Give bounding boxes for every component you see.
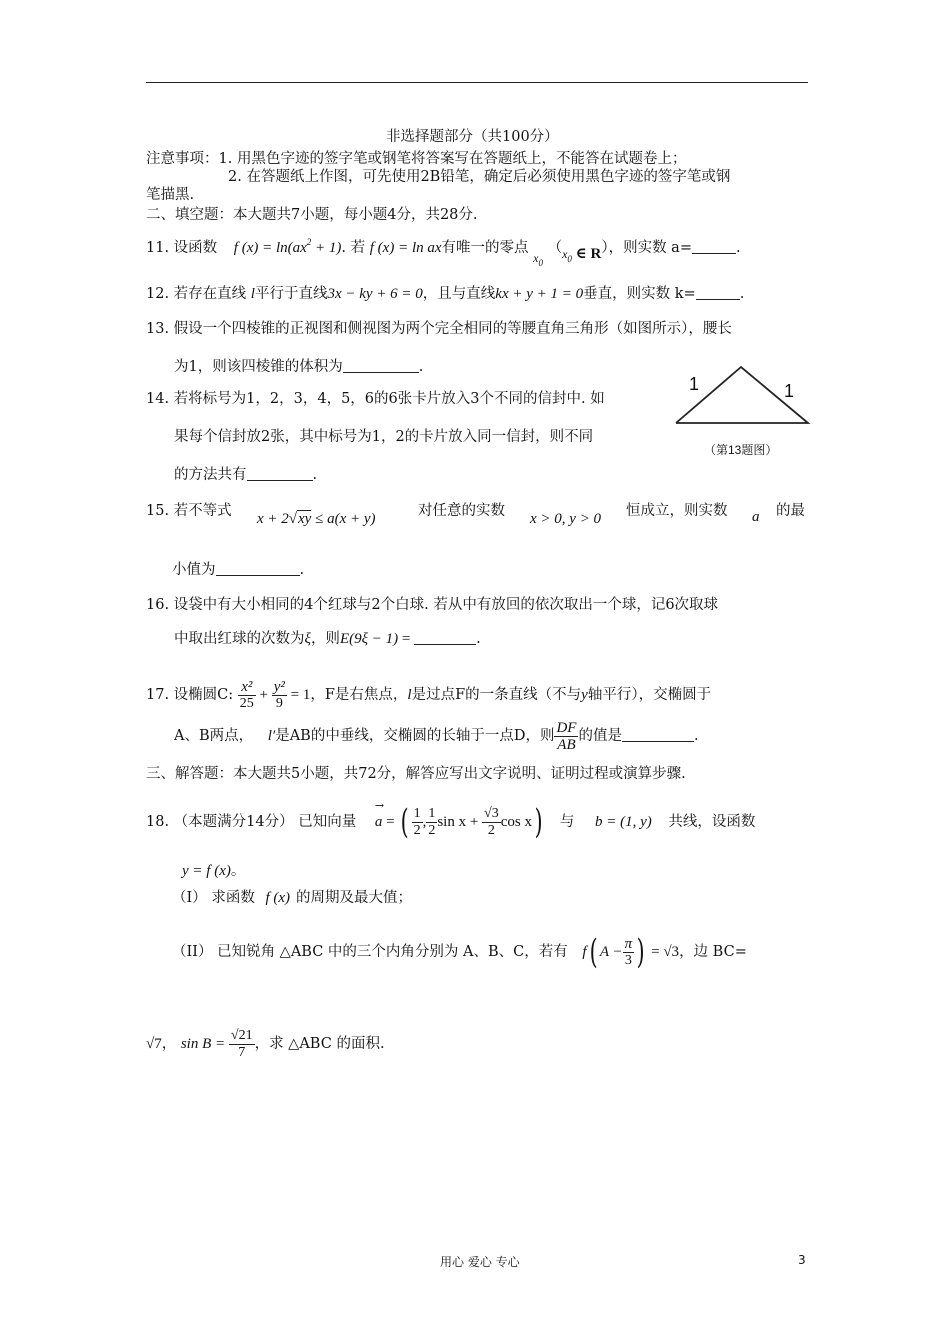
q18-part1-f: f (x) xyxy=(265,890,291,906)
q17-t3: 是过点F的一条直线（不与 xyxy=(411,687,582,703)
q17-line-1 xyxy=(146,675,711,715)
q18-vec-a: a xyxy=(374,814,383,830)
q17-frac-df-ab xyxy=(554,720,578,753)
q17-l: l xyxy=(407,687,412,703)
q18-vector-a xyxy=(375,800,383,844)
q17-fd: AB xyxy=(557,736,576,753)
q18-sb-d: 7 xyxy=(238,1044,246,1060)
q16-end: . xyxy=(476,631,481,647)
q12-eq2: kx + y + 1 = 0 xyxy=(495,286,584,302)
q13-end: . xyxy=(418,359,424,375)
q17-eq1: = 1 xyxy=(286,687,311,703)
q17-line2c: 的值是 xyxy=(578,728,622,744)
right-paren-icon: ) xyxy=(636,932,645,972)
q16-eq: = xyxy=(398,631,415,647)
q16-expr: E(9ξ − 1) xyxy=(339,631,399,647)
q11-mid: . 若 xyxy=(341,240,366,256)
q18-eq: = xyxy=(382,814,399,830)
q18-f2d: 2 xyxy=(428,822,436,838)
q18-line4-comma: ， xyxy=(161,1036,177,1052)
q16-line2a: 中取出红球的次数为 xyxy=(174,631,305,647)
notes-item-2a: 2. 在答题纸上作图，可先使用2B铅笔，确定后必须使用黑色字迹的签字笔或钢 xyxy=(228,169,731,185)
notes-item-1: 1. 用黑色字迹的签字笔或钢笔将答案写在答题纸上，不能答在试题卷上； xyxy=(218,151,687,167)
q18-f2n: 1 xyxy=(428,805,436,821)
part2-header: 二、填空题：本大题共7小题，每小题4分，共28分. xyxy=(146,207,478,223)
question-11 xyxy=(146,232,741,268)
q11-text2: 有唯一的零点 xyxy=(441,240,529,256)
q18-part-2 xyxy=(172,930,747,974)
q17-answer-blank xyxy=(622,727,694,742)
q16-xi: ξ xyxy=(304,631,311,647)
q17-t2: ，F是右焦点， xyxy=(310,687,408,703)
q11-prefix: 11. 设函数 xyxy=(146,240,218,256)
q18-f1d: 2 xyxy=(413,822,421,838)
part3-header: 三、解答题：本大题共5小题，共72分，解答应写出文字说明、证明过程或演算步骤. xyxy=(146,766,686,782)
q18-f1n: 1 xyxy=(413,805,421,821)
figure-right-label: 1 xyxy=(784,381,795,401)
q15-expression xyxy=(257,509,376,529)
q18-pi-d: 3 xyxy=(624,952,632,968)
q17-d2: 9 xyxy=(275,695,283,711)
q11-f1: f (x) = ln(ax xyxy=(233,240,307,256)
q18-pi-n: π xyxy=(624,935,633,952)
q17-n2: y² xyxy=(273,678,285,695)
q18-vec-b: b = (1, y) xyxy=(594,814,652,830)
q15-end: . xyxy=(299,562,305,578)
q11-formula-2: f (x) = ln ax xyxy=(369,240,442,256)
q15-line2-text: 小值为 xyxy=(172,562,216,578)
q18-part2-label: （II） 已知锐角 △ABC 中的三个内角分别为 A、B、C，若有 xyxy=(172,944,568,960)
q12-eq1: 3x − ky + 6 = 0 xyxy=(327,286,423,302)
q14-line-2: 果每个信封放2张，其中标号为1，2的卡片放入同一信封，则不同 xyxy=(174,429,594,445)
q18-sb-n: √21 xyxy=(230,1027,253,1043)
q15-condition xyxy=(530,509,601,529)
figure-left-label: 1 xyxy=(689,374,700,394)
q11-x0-var: x xyxy=(533,251,539,265)
vector-arrow-icon: → xyxy=(374,799,385,812)
q17-t4: 轴平行），交椭圆于 xyxy=(587,687,712,703)
q17-end: . xyxy=(693,728,699,744)
notes-line-1 xyxy=(146,149,686,169)
q17-line2a: A、B两点， xyxy=(174,728,254,744)
q17-line-2 xyxy=(174,716,699,756)
q11-tail: ，则实数 a= xyxy=(608,240,692,256)
q13-line2-text: 为1，则该四棱锥的体积为 xyxy=(174,359,343,375)
q15-a-var: a xyxy=(752,509,760,525)
q12-prefix: 12. 若存在直线 xyxy=(146,286,247,302)
q17-n1: x² xyxy=(238,679,256,696)
q15-t3: 恒成立，则实数 xyxy=(626,503,728,519)
q15-line-2 xyxy=(172,560,304,580)
left-paren-icon: ( xyxy=(589,932,598,972)
left-paren-icon: ( xyxy=(400,802,409,842)
q18-frac1 xyxy=(412,806,423,839)
q16-line-2 xyxy=(174,629,481,649)
q11-formula-1 xyxy=(233,237,342,256)
q14-line3-text: 的方法共有 xyxy=(174,467,247,483)
q15-cond: x > 0, y > 0 xyxy=(530,511,602,527)
q17-line2b: 是AB的中垂线，交椭圆的长轴于一点D，则 xyxy=(275,728,555,744)
q18-with: 与 xyxy=(559,814,575,830)
q15-radicand: xy xyxy=(298,511,312,527)
q18-frac2 xyxy=(426,806,437,839)
header-rule xyxy=(146,82,808,83)
q18-part1-label: （I） 求函数 xyxy=(172,890,255,906)
q17-y: y xyxy=(581,687,588,703)
q11-x0 xyxy=(533,251,543,268)
q14-line-1: 14. 若将标号为1，2，3，4，5，6的6张卡片放入3个不同的信封中. 如 xyxy=(146,391,605,407)
q11-f1-sup: 2 xyxy=(306,237,312,247)
q17-plus: + xyxy=(255,687,272,703)
q18-sinb-frac xyxy=(229,1028,255,1061)
q18-sinx: sin x + xyxy=(437,814,483,830)
q15-answer-blank xyxy=(216,561,300,576)
q17-fn: DF xyxy=(556,719,577,736)
q11-paren-close: ） xyxy=(601,240,609,256)
q18-sqrt7: √7 xyxy=(146,1036,162,1052)
notes-item-2b: 笔描黑. xyxy=(146,187,195,203)
figure-caption: （第13题图） xyxy=(704,443,778,457)
q15-expr-a: x + 2 xyxy=(257,511,289,527)
q11-f1-end: + 1) xyxy=(311,240,342,256)
q11-answer-blank xyxy=(692,239,736,254)
section-title: 非选择题部分（共100分） xyxy=(386,129,559,145)
q18-part2-arg: A − xyxy=(599,944,623,960)
triangle-figure xyxy=(670,362,820,432)
q18-cosx: cos x xyxy=(500,814,532,830)
q18-prefix: 18. （本题满分14分） 已知向量 xyxy=(146,814,357,830)
q18-part2-eq: = √3 xyxy=(647,944,680,960)
q18-f3d: 2 xyxy=(487,822,495,838)
q16-answer-blank xyxy=(414,630,476,645)
q12-end: . xyxy=(739,286,745,302)
page-number: 3 xyxy=(798,1253,806,1267)
q13-line-1: 13. 假设一个四棱锥的正视图和侧视图为两个完全相同的等腰直角三角形（如图所示），腰长 xyxy=(146,321,732,337)
q15-prefix: 15. 若不等式 xyxy=(146,503,232,519)
q17-lprime: l′ xyxy=(267,728,276,744)
q15-expr-b: ≤ a(x + y) xyxy=(311,511,376,527)
q17-frac-x xyxy=(238,679,256,712)
q17-frac-y xyxy=(272,679,287,712)
q12-t2: 平行于直线 xyxy=(254,286,328,302)
q17-d1: 25 xyxy=(239,695,254,711)
q18-frac3 xyxy=(482,806,501,839)
q17-prefix: 17. 设椭圆C: xyxy=(146,687,234,703)
q18-sinb: sin B = xyxy=(180,1036,229,1052)
q11-x0b-sub: 0 xyxy=(567,254,572,264)
q18-f3n: √3 xyxy=(484,805,499,821)
q14-answer-blank xyxy=(247,466,313,481)
q14-end: . xyxy=(312,467,318,483)
q11-end: . xyxy=(735,240,741,256)
q16-line-1: 16. 设袋中有大小相同的4个红球与2个白球. 若从中有放回的依次取出一个球，记6次取球 xyxy=(146,597,719,613)
right-paren-icon: ) xyxy=(534,802,543,842)
q12-answer-blank xyxy=(696,285,740,300)
q13-answer-blank xyxy=(343,358,419,373)
q18-part-1 xyxy=(172,888,412,908)
q18-y-fx: y = f (x) xyxy=(182,863,231,879)
q15-a xyxy=(752,507,760,527)
footer-center: 用心 爱心 专心 xyxy=(440,1255,520,1269)
q11-in-r: ∈ R xyxy=(571,246,602,262)
q18-part2-f: f xyxy=(582,944,587,960)
q11-x0-sub: 0 xyxy=(538,258,543,268)
q18-line4-tail: ，求 △ABC 的面积. xyxy=(254,1036,385,1052)
q12-t3: ，且与直线 xyxy=(422,286,496,302)
q18-line-2 xyxy=(182,861,245,881)
question-12 xyxy=(146,284,744,304)
q11-x0b-var: x xyxy=(562,247,568,261)
q18-line-4 xyxy=(146,1022,385,1066)
q18-comma: , xyxy=(422,814,427,830)
q12-t4: 垂直，则实数 k= xyxy=(583,286,696,302)
q16-line2b: ，则 xyxy=(310,631,340,647)
q15-t4: 的最 xyxy=(776,503,805,519)
q14-line-3 xyxy=(174,465,317,485)
q11-x0-in-r xyxy=(562,246,602,264)
notes-label: 注意事项： xyxy=(146,151,219,167)
q18-line2-end: 。 xyxy=(230,863,246,879)
q18-part2-tail: ，边 BC= xyxy=(679,944,747,960)
q18-pi-frac xyxy=(623,936,635,969)
sqrt-icon: √ xyxy=(288,511,298,527)
q13-line-2 xyxy=(174,357,423,377)
q11-paren-open: （ xyxy=(547,240,563,256)
q15-mid: 对任意的实数 xyxy=(418,503,505,519)
q18-part1-text: 的周期及最大值； xyxy=(296,890,413,906)
q12-l: l xyxy=(250,286,255,302)
q18-line-1 xyxy=(146,800,755,850)
q18-collinear: 共线，设函数 xyxy=(668,814,756,830)
